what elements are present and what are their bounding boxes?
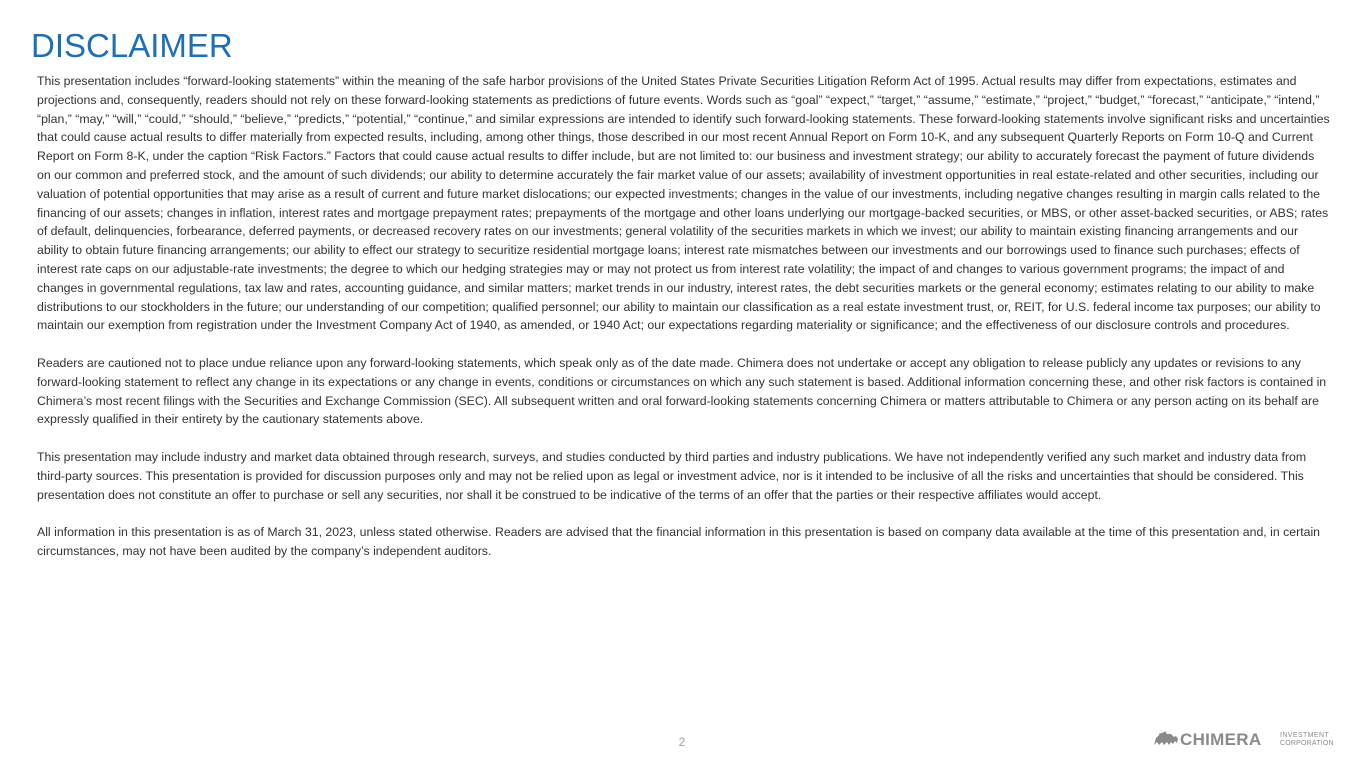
- logo-line-investment: INVESTMENT: [1280, 732, 1330, 739]
- chimera-emblem-icon: [1154, 730, 1178, 745]
- paragraph-undue-reliance: Readers are cautioned not to place undue reliance upon any forward-looking statements, which speak only as of the date made. Chimera does not undertake or accept any obligation to release publicly any updates or revisions to any forward-looking statement to reflect any change in its expectations or any change in events, conditions or circumstances on which any such statement is based. Additional information concerning these, and other risk factors is contained in Chimera’s most recent filings with the Securities and Exchange Commission (SEC). All subsequent written and oral forward-looking statements concerning Chimera or matters attributable to Chimera or any person acting on its behalf are expressly qualified in their entirety by the cautionary statements above.: [37, 355, 1327, 427]
- logo-wordmark: CHIMERA: [1180, 730, 1262, 749]
- page-number: 2: [678, 735, 686, 749]
- paragraph-forward-looking: This presentation includes “forward-looking statements” within the meaning of the safe harbor provisions of the United States Private Securities Litigation Reform Act of 1995. Actual results may differ from expectations, estimates and projections and, consequently, readers should not rely on these forward-looking statements as predictions of future events. Words such as “goal” “expect,” “target,” “assume,” “estimate,” “project,” “budget,” “forecast,” “anticipate,” “intend,” “plan,” “may,” “will,” “could,” “should,” “believe,” “predicts,” “potential,” “continue,” and similar expressions are intended to identify such forward-looking statements. These forward-looking statements involve significant risks and uncertainties that could cause actual results to differ materially from expected results, including, among other things, those described in our most recent Annual Report on Form 10-K, and any subsequent Quarterly Reports on Form 10-Q and Current Report on Form 8-K, under the caption “Risk Factors.” Factors that could cause actual results to differ include, but are not limited to: our business and investment strategy; our ability to accurately forecast the payment of future dividends on our common and preferred stock, and the amount of such dividends; our ability to determine accurately the fair market value of our assets; availability of investment opportunities in real estate-related and other securities, including our valuation of potential opportunities that may arise as a result of current and future market dislocations; our expected investments; changes in the value of our investments, including negative changes resulting in margin calls related to the financing of our assets; changes in inflation, interest rates and mortgage prepayment rates; prepayments of the mortgage and other loans underlying our mortgage-backed securities, or MBS, or other asset-backed securities, or ABS; rates of default, delinquencies, forbearance, deferred payments, or decreased recovery rates on our investments; general volatility of the securities markets in which we invest; our ability to maintain existing financing arrangements and our ability to obtain future financing arrangements; our ability to effect our strategy to securitize residential mortgage loans; interest rate mismatches between our investments and our borrowings used to finance such purchases; effects of interest rate caps on our adjustable-rate investments; the degree to which our hedging strategies may or may not protect us from interest rate volatility; the impact of and changes to various government programs; the impact of and changes in governmental regulations, tax law and rates, accounting guidance, and similar matters; market trends in our industry, interest rates, the debt securities markets or the general economy; estimates relating to our ability to make distributions to our stockholders in the future; our understanding of our competition; qualified personnel; our ability to maintain our classification as a real estate investment trust, or, REIT, for U.S. federal income tax purposes; our ability to maintain our exemption from registration under the Investment Company Act of 1940, as amended, or 1940 Act; our expectations regarding materiality or significance; and the effectiveness of our disclosure controls and procedures.: [37, 74, 1330, 333]
- company-logo: [1152, 726, 1338, 750]
- page-title: DISCLAIMER: [31, 27, 233, 64]
- chimera-logo-icon: [1152, 726, 1338, 750]
- disclaimer-body: [37, 72, 1331, 580]
- paragraph-information-date: All information in this presentation is as of March 31, 2023, unless stated otherwise. Readers are advised that the financial information in this presentation is based on company data available at the time of this presentation and, in certain circumstances, may not have been audited by the company’s independent auditors.: [37, 525, 1321, 558]
- paragraph-market-data: This presentation may include industry and market data obtained through research, surveys, and studies conducted by third parties and industry publications. We have not independently verified any such market and industry data from third-party sources. This presentation is provided for discussion purposes only and may not be relied upon as legal or investment advice, nor is it intended to be inclusive of all the risks and uncertainties that should be considered. This presentation does not constitute an offer to purchase or sell any securities, nor shall it be construed to be indicative of the terms of an offer that the parties or their respective affiliates would accept.: [37, 449, 1307, 502]
- logo-line-corporation: CORPORATION: [1280, 740, 1334, 747]
